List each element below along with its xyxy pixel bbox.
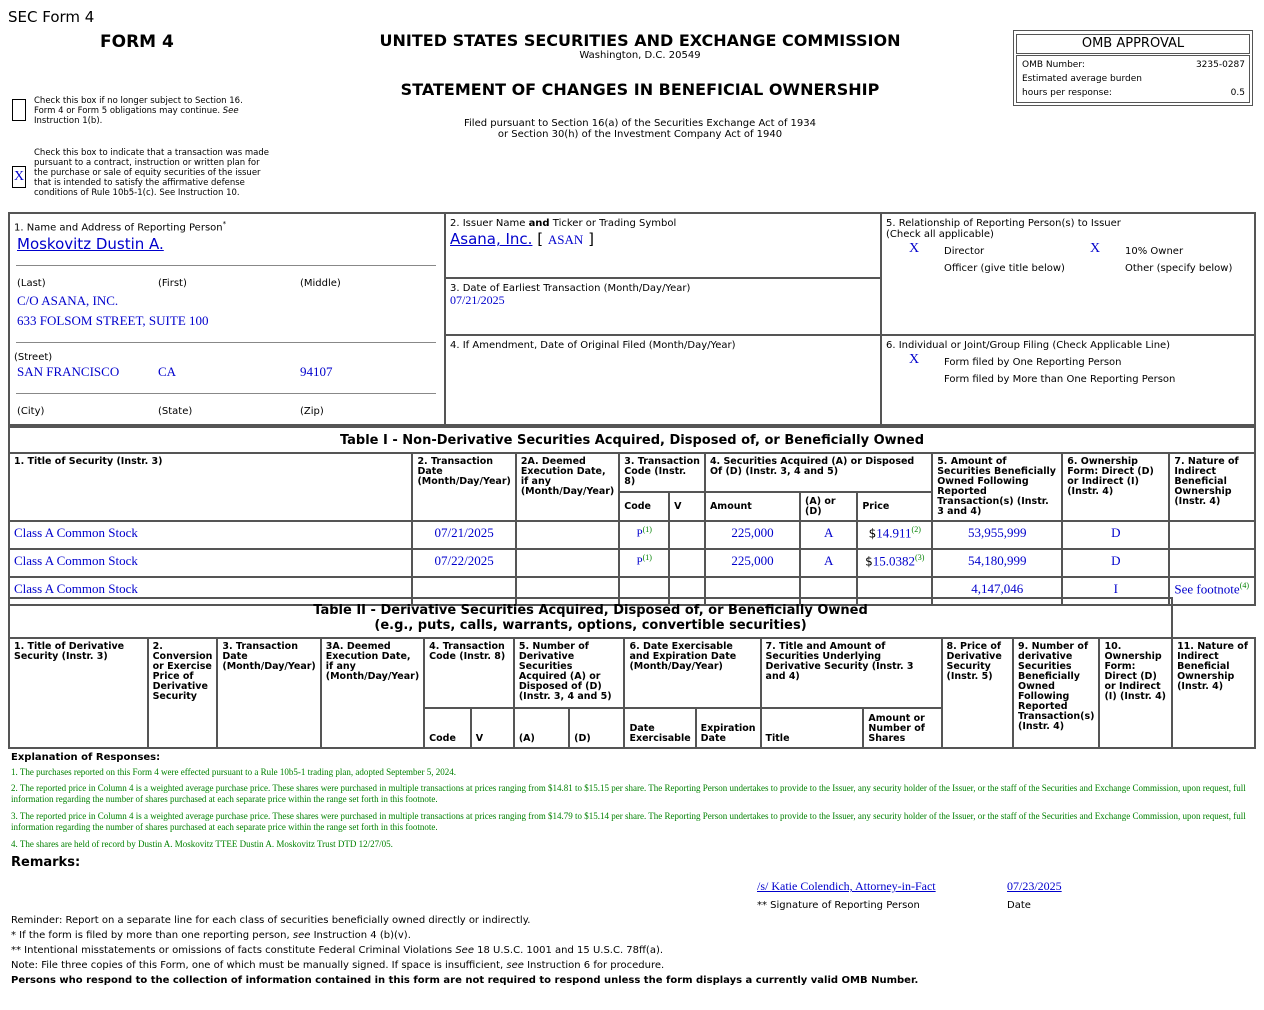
ticker-symbol: ASAN [547,232,584,247]
street-label: (Street) [14,352,53,363]
t1-r1-nature [1169,549,1255,577]
earliest-transaction-date: 07/21/2025 [450,293,505,307]
remarks-label: Remarks: [11,855,81,870]
box1-label: 1. Name and Address of Reporting Person* [14,220,227,234]
omb-hours-value: 0.5 [1230,88,1245,98]
ten-percent-owner-label: 10% Owner [1125,246,1184,257]
t2-h-underlying: 7. Title and Amount of Securities Underlying Derivative Security (Instr. 3 and 4) [761,638,942,708]
rule-10b5-text: Check this box to indicate that a transaction was made pursuant to a contract, instruction or written plan for the purchase or sale of equity securities of the issuer that is intended to satisfy the affirmative defense conditions of Rule 10b5-1(c). See Instruction 10. [34,148,270,198]
t2-sub-a: (A) [514,708,569,748]
t1-r1-v [669,549,705,577]
t1-sub-v: V [669,492,705,521]
t1-h-nature: 7. Nature of Indirect Beneficial Ownership (Instr. 4) [1169,453,1255,521]
t2-h-conversion: 2. Conversion or Exercise Price of Derivative Security [148,638,218,748]
t1-sub-ad: (A) or (D) [800,492,857,521]
box1-text-a: Check this box if no longer subject to Section 16. Form 4 or Form 5 obligations may continue. [34,96,243,116]
t2-h-form: 10. Ownership Form: Direct (D) or Indirect (I) (Instr. 4) [1099,638,1172,748]
t1-r0-form: D [1062,521,1169,549]
t1-r2-nature: See footnote$^{(4)}$ [1169,577,1255,605]
t1-r2-title: Class A Common Stock [9,577,412,605]
footnote-1: 1. The purchases reported on this Form 4 were effected pursuant to a Rule 10b5-1 trading plan, adopted September 5, 2024. [11,767,457,777]
t1-h-deemed: 2A. Deemed Execution Date, if any (Month/Day/Year) [516,453,619,521]
t1-r0-v [669,521,705,549]
t1-r0-date: 07/21/2025 [412,521,515,549]
t1-r1-deemed [516,549,619,577]
signature-label: ** Signature of Reporting Person [757,900,920,911]
box3-label: 3. Date of Earliest Transaction (Month/Day/Year) [450,283,691,294]
t1-h-code: 3. Transaction Code (Instr. 8) [619,453,705,492]
issuer-line: Asana, Inc. [ ASAN ] [450,230,594,248]
t1-r1-form: D [1062,549,1169,577]
statement-title: STATEMENT OF CHANGES IN BENEFICIAL OWNERSHIP [400,80,880,99]
omb-burden-label: Estimated average burden [1022,74,1142,84]
t1-h-form: 6. Ownership Form: Direct (D) or Indirect (I) (Instr. 4) [1062,453,1169,521]
t1-r1-price: $15.0382$^{(3)}$ [857,549,932,577]
t1-r1-code: P$^{(1)}$ [619,549,669,577]
box6-label: 6. Individual or Joint/Group Filing (Check Applicable Line) [886,340,1171,351]
note-multiple-persons: * If the form is filed by more than one reporting person, see Instruction 4 (b)(v). [11,930,411,941]
table-row [9,549,1255,577]
t1-r0-owned: 53,955,999 [932,521,1062,549]
state-label: (State) [158,406,193,417]
t1-r2-form: I [1062,577,1169,605]
t2-h-code: 4. Transaction Code (Instr. 8) [424,638,514,708]
more-persons-label: Form filed by More than One Reporting Person [944,374,1176,385]
omb-number-label: OMB Number: [1022,60,1085,70]
note-copies: Note: File three copies of this Form, one of which must be manually signed. If space is insufficient, see Instruction 6 for procedure. [11,960,665,971]
t2-sub-expiration: Expiration Date [696,708,761,748]
agency-location: Washington, D.C. 20549 [579,50,701,61]
table-2-derivative [8,597,1256,749]
table-2-title: Table II - Derivative Securities Acquired, Disposed of, or Beneficially Owned (e.g., puts, calls, warrants, options, convertible securities) [9,598,1172,638]
omb-number-value: 3235-0287 [1195,60,1245,70]
sec-form-label: SEC Form 4 [8,8,95,26]
signature-date: 07/23/2025 [1007,879,1062,893]
table-1-title: Table I - Non-Derivative Securities Acquired, Disposed of, or Beneficially Owned [9,427,1255,453]
t1-r1-date: 07/22/2025 [412,549,515,577]
t2-h-owned: 9. Number of derivative Securities Beneficially Owned Following Reported Transaction(s) (Instr. 4) [1013,638,1099,748]
t1-r0-code: P$^{(1)}$ [619,521,669,549]
t1-h-owned: 5. Amount of Securities Beneficially Owned Following Reported Transaction(s) (Instr. 3 and 4) [932,453,1062,521]
city-value: SAN FRANCISCO [17,364,120,379]
omb-approval-box [1013,30,1253,106]
t2-h-exercisable: 6. Date Exercisable and Expiration Date (Month/Day/Year) [624,638,760,708]
t2-h-title: 1. Title of Derivative Security (Instr. 3) [9,638,148,748]
middle-label: (Middle) [300,278,341,289]
no-longer-subject-checkbox[interactable] [12,99,26,121]
state-value: CA [158,364,177,379]
t1-r0-price: $14.911$^{(2)}$ [857,521,932,549]
rule-10b5-checkbox[interactable]: X [12,166,26,188]
t1-sub-price: Price [857,492,932,521]
zip-label: (Zip) [300,406,324,417]
city-label: (City) [17,406,45,417]
t1-sub-amount: Amount [705,492,800,521]
table-row [9,521,1255,549]
t1-h-title: 1. Title of Security (Instr. 3) [9,453,412,521]
director-mark[interactable]: X [909,241,920,256]
t2-h-nature: 11. Nature of Indirect Beneficial Ownership (Instr. 4) [1172,638,1255,748]
one-person-mark[interactable]: X [909,352,920,367]
agency-title: UNITED STATES SECURITIES AND EXCHANGE COMMISSION [379,31,901,50]
t1-r0-amount: 225,000 [705,521,800,549]
note-omb-valid: Persons who respond to the collection of information contained in this form are not required to respond unless the form displays a currently valid OMB Number. [11,975,919,986]
footnote-4: 4. The shares are held of record by Dustin A. Moskovitz TTEE Dustin A. Moskovitz Trust DTD 12/27/05. [11,839,393,849]
ten-percent-owner-mark[interactable]: X [1090,241,1101,256]
signature[interactable]: /s/ Katie Colendich, Attorney-in-Fact [757,879,936,893]
box1-see: See [222,106,239,116]
footnote-3: 3. The reported price in Column 4 is a weighted average purchase price. These shares were purchased in multiple transactions at prices ranging from $14.79 to $15.14 per share. The Reporting Person undertakes to provide to the Issuer, any security holder of the Issuer, or the staff of the Securities and Exchange Commission, upon request, full information regarding the number of shares purchased at each separate price within the range set forth in this footnote. [11,811,1246,832]
t2-sub-v: V [471,708,514,748]
t1-r0-nature [1169,521,1255,549]
t2-sub-title: Title [761,708,864,748]
box4-label: 4. If Amendment, Date of Original Filed (Month/Day/Year) [450,340,736,351]
t1-r1-title: Class A Common Stock [9,549,412,577]
footnote-2: 2. The reported price in Column 4 is a weighted average purchase price. These shares were purchased in multiple transactions at prices ranging from $14.81 to $15.15 per share. The Reporting Person undertakes to provide to the Issuer, any security holder of the Issuer, or the staff of the Securities and Exchange Commission, upon request, full information regarding the number of shares purchased at each separate price within the range set forth in this footnote. [11,783,1246,804]
t1-h-acquired: 4. Securities Acquired (A) or Disposed Of (D) (Instr. 3, 4 and 5) [705,453,932,492]
omb-hours-label: hours per response: [1022,88,1112,98]
note-misstatements: ** Intentional misstatements or omissions of facts constitute Federal Criminal Violations See 18 U.S.C. 1001 and 15 U.S.C. 78ff(a). [11,945,664,956]
t2-sub-amount: Amount or Number of Shares [863,708,941,748]
t1-r0-ad: A [800,521,857,549]
t2-h-price: 8. Price of Derivative Security (Instr. 5) [942,638,1014,748]
t2-sub-code: Code [424,708,471,748]
first-label: (First) [158,278,187,289]
t1-r0-title: Class A Common Stock [9,521,412,549]
omb-details [1016,55,1250,103]
t1-r1-ad: A [800,549,857,577]
no-longer-subject-text [34,96,264,126]
table-1-non-derivative [8,426,1256,606]
t2-h-deemed: 3A. Deemed Execution Date, if any (Month/Day/Year) [321,638,424,748]
filed-line-1: Filed pursuant to Section 16(a) of the Securities Exchange Act of 1934 [464,118,816,129]
issuer-name[interactable]: Asana, Inc. [450,230,533,248]
t1-r1-amount: 225,000 [705,549,800,577]
t1-h-date: 2. Transaction Date (Month/Day/Year) [412,453,515,521]
address-line-2: 633 FOLSOM STREET, SUITE 100 [17,313,209,328]
t1-sub-code: Code [619,492,669,521]
omb-title: OMB APPROVAL [1016,34,1250,54]
one-person-label: Form filed by One Reporting Person [944,357,1122,368]
t1-r0-deemed [516,521,619,549]
note-reminder: Reminder: Report on a separate line for each class of securities beneficially owned directly or indirectly. [11,915,531,926]
reporting-person-name[interactable]: Moskovitz Dustin A. [17,235,164,253]
last-label: (Last) [17,278,46,289]
officer-label: Officer (give title below) [944,263,1065,274]
t2-sub-d: (D) [569,708,624,748]
t2-h-number: 5. Number of Derivative Securities Acquired (A) or Disposed of (D) (Instr. 3, 4 and 5) [514,638,625,708]
explanation-label: Explanation of Responses: [11,752,161,763]
t1-r2-owned: 4,147,046 [932,577,1062,605]
t2-sub-exercisable: Date Exercisable [624,708,695,748]
box5-label: 5. Relationship of Reporting Person(s) to Issuer (Check all applicable) [886,218,1121,240]
other-label: Other (specify below) [1125,263,1233,274]
form-title: FORM 4 [100,32,174,52]
zip-value: 94107 [300,364,333,379]
t2-h-date: 3. Transaction Date (Month/Day/Year) [217,638,320,748]
address-line-1: C/O ASANA, INC. [17,293,119,308]
t1-r1-owned: 54,180,999 [932,549,1062,577]
date-label: Date [1007,900,1031,911]
director-label: Director [944,246,985,257]
box2-label: 2. Issuer Name and Ticker or Trading Symbol [450,218,677,229]
box1-text-b: Instruction 1(b). [34,116,103,126]
filed-line-2: or Section 30(h) of the Investment Company Act of 1940 [497,129,783,140]
